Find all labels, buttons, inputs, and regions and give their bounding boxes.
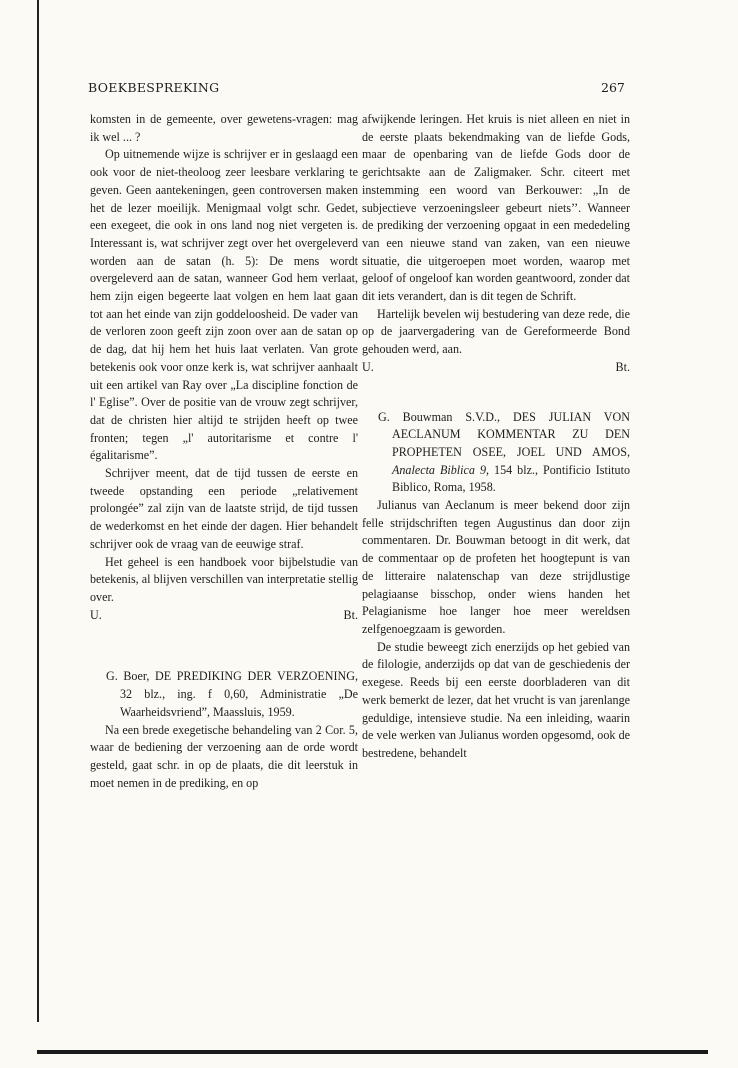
review-paragraph: Na een brede exegetische behandeling van 2 Cor. 5, waar de bediening der verzoening aan de orde wordt gesteld, gaat schr. in op de plaats, die dit leerstuk in moet nemen in de prediking, en op — [90, 722, 358, 790]
signature-initial: U. — [90, 607, 102, 622]
signature-initials: Bt. — [343, 607, 358, 622]
review-heading: G. Boer, DE PREDIKING DER VERZOENING, 32 blz., ing. f 0,60, Administratie „De Waarheidsvriend”, Maassluis, 1959. — [106, 669, 358, 719]
review-paragraph: De studie beweegt zich enerzijds op het gebied van de filologie, anderzijds op dat van de geschiedenis der exegese. Reeds bij een eerste doorbladeren van dit werk bemerkt de lezer, dat het vrucht is van jarenlange geduldige, intensieve studie. Na een inleiding, waarin de vele werken van Julianus worden opgesomd, ook de bestredene, behandelt — [362, 639, 630, 760]
left-paragraph: Op uitnemende wijze is schrijver er in geslaagd een ook voor de niet-theoloog zeer leesbare verklaring te geven. Geen aantekeningen, geen controversen maken het de lezer moeilijk. Menigmaal volgt schr. Gedet, een exegeet, die ook in ons land nog niet vergeten is. Interessant is, wat schrijver zegt over het overgeleverd worden aan de satan (h. 5): De mens wordt overgeleverd aan de satan, wanneer God hem verlaat, hem zijn eigen begeerte laat volgen en hem laat gaan tot aan het einde van zijn goddeloosheid. De vader van de verloren zoon geeft zijn zoon over aan de satan op de dag, dat hij hem het huis laat verlaten. Van grote betekenis ook voor onze kerk is, wat schrijver aanhaalt uit een artikel van Ray over „La discipline fonction de l' Eglise”. Over de positie van de vrouw zegt schrijver, dat de christen hier altijd te strijden heeft op twee fronten; tegen „l' autoritarisme et contre l' égalitarisme”. — [90, 147, 358, 463]
running-title: BOEKBESPREKING — [88, 80, 220, 95]
review-heading-text: G. Bouwman S.V.D., DES JULIAN VON AECLANUM KOMMENTAR ZU DEN PROPHETEN OSEE, JOEL UND AMOS, — [378, 409, 630, 459]
left-paragraph-continuation: komsten in de gemeente, over gewetens-vragen: mag ik wel ... ? — [90, 112, 358, 144]
page-number: 267 — [601, 80, 625, 95]
scan-edge-left — [37, 0, 39, 1022]
left-column — [90, 111, 358, 792]
review-signature — [362, 359, 630, 377]
signature-initial: U. — [362, 359, 374, 374]
right-paragraph: Hartelijk bevelen wij bestudering van deze rede, die op de jaarvergadering van de Gereformeerde Bond gehouden werd, aan. — [362, 306, 630, 357]
review-heading-text: 154 blz., Pontificio Istituto Biblico, Roma, 1958. — [392, 462, 630, 495]
review-paragraph: Julianus van Aeclanum is meer bekend door zijn felle strijdschriften tegen Augustinus dan door zijn commentaren. Dr. Bouwman betoogt in dit werk, dat de commentaar op de profeten het hoogtepunt is van de litteraire nalatenschap van deze strijdlustige pelagiaanse bisschop, onder wiens handen het Pelagianisme hoe langer hoe meer wereldsen zelfgenoegzaam is geworden. — [362, 498, 630, 636]
review-signature — [90, 607, 358, 625]
right-column — [362, 111, 630, 763]
scan-edge-bottom — [37, 1050, 708, 1054]
left-paragraph: Het geheel is een handboek voor bijbelstudie van betekenis, al blijven verschillen van interpretatie stellig over. — [90, 554, 358, 604]
left-paragraph: Schrijver meent, dat de tijd tussen de eerste en tweede opstanding een periode „relativement prolongée” zal zijn van de laatste strijd, de tijd tussen de wederkomst en het einde der dagen. Hier behandelt schrijver ook de vraag van de eeuwige straf. — [90, 466, 358, 551]
signature-initials: Bt. — [615, 359, 630, 374]
review-heading — [378, 409, 630, 498]
right-paragraph-continuation: afwijkende leringen. Het kruis is niet alleen en niet in de eerste plaats bekendmaking van de liefde Gods, maar de openbaring van de liefde Gods door de gerichtsakte aan de Zaligmaker. Schr. citeert met instemming een woord van Berkouwer: „In de subjectieve verzoeningsleer gebeurt niets’’. Wanneer de prediking der verzoening opgaat in een mededeling van een nieuwe stand van zaken, van een nieuwe situatie, die uitgeroepen moet worden, waarop met geloof of ongeloof kan worden geantwoord, zonder dat dit iets verandert, dan is dit tegen de Schrift. — [362, 112, 630, 304]
review-heading-series: Analecta Biblica 9, — [392, 462, 490, 477]
